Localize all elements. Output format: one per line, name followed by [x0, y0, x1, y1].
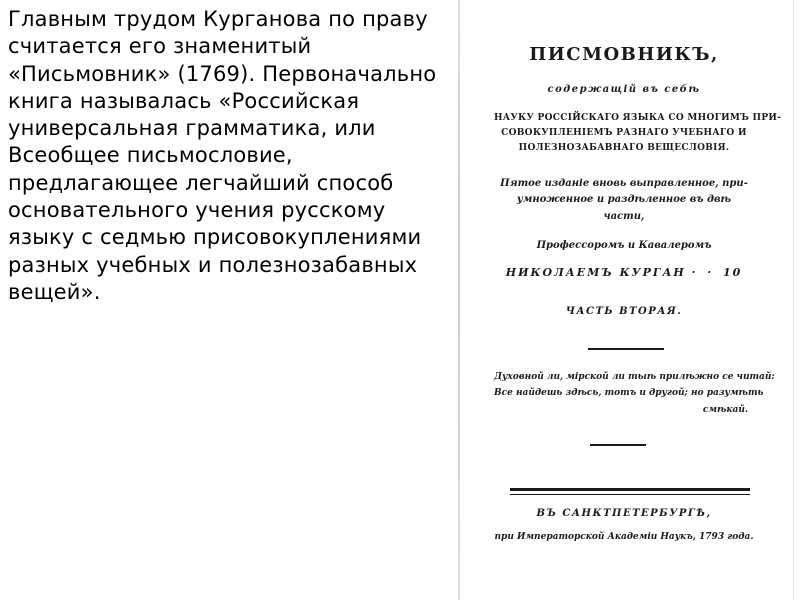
imprint-line: при Императорской Академіи Наукъ, 1793 года.	[494, 532, 754, 542]
epigraph-line-1: Духовной ли, мірской ли тыѣ прилѣжно се читай:	[494, 372, 775, 382]
description-paragraph: Главным трудом Курганова по праву считается его знаменитый «Письмовник» (1769). Первоначально книга называлась «Российская универсальная грамматика, или Всеобщее письмословие, предлагающее легчайший способ основательного учения русскому языку с седмью присовокуплениями разных учебных и полезнозабавных вещей».	[8, 7, 437, 304]
edition-line-3: части,	[603, 211, 645, 222]
thin-rule	[510, 494, 750, 495]
divider-rule	[588, 348, 664, 350]
epigraph-line-2: Все найдешь здѣсь, тотъ и другой; но разумѣть	[494, 388, 764, 398]
author-name: НИКОЛАЕМЪ КУРГАН	[505, 266, 686, 279]
title-page-scan	[458, 0, 782, 600]
epigraph-line-3: смѣкай.	[702, 405, 748, 415]
edition-line-2: умноженное и раздѣленное въ двѣ	[516, 194, 732, 205]
scan-right-edge	[793, 0, 794, 600]
ornament-rule	[590, 444, 646, 446]
book-subtitle: содержащій въ себѣ	[547, 84, 701, 95]
city-line: ВЪ САНКТПЕТЕРБУРГѢ,	[536, 508, 712, 519]
slide-body-text	[8, 6, 448, 306]
scan-left-edge	[458, 0, 460, 600]
author-mark: 10	[722, 266, 743, 279]
part-label: ЧАСТЬ ВТОРАЯ.	[565, 306, 683, 317]
thick-rule	[510, 488, 750, 491]
description-line-1: НАУКУ РОССІЙСКАГО ЯЗЫКА СО МНОГИМЪ ПРИ-	[494, 113, 782, 123]
author-role: Профессоромъ и Кавалеромъ	[536, 240, 712, 251]
author-line: НИКОЛАЕМЪ КУРГАН · · 10	[505, 266, 743, 279]
book-title: ПИСМОВНИКЪ,	[529, 44, 719, 65]
description-line-2: СОВОКУПЛЕНІЕМЪ РАЗНАГО УЧЕБНАГО И	[501, 128, 747, 138]
description-line-3: ПОЛЕЗНОЗАБАВНАГО ВЕЩЕСЛОВІЯ.	[518, 143, 730, 153]
edition-line-1: Пятое изданіе вновь выправленное, при-	[500, 178, 748, 189]
